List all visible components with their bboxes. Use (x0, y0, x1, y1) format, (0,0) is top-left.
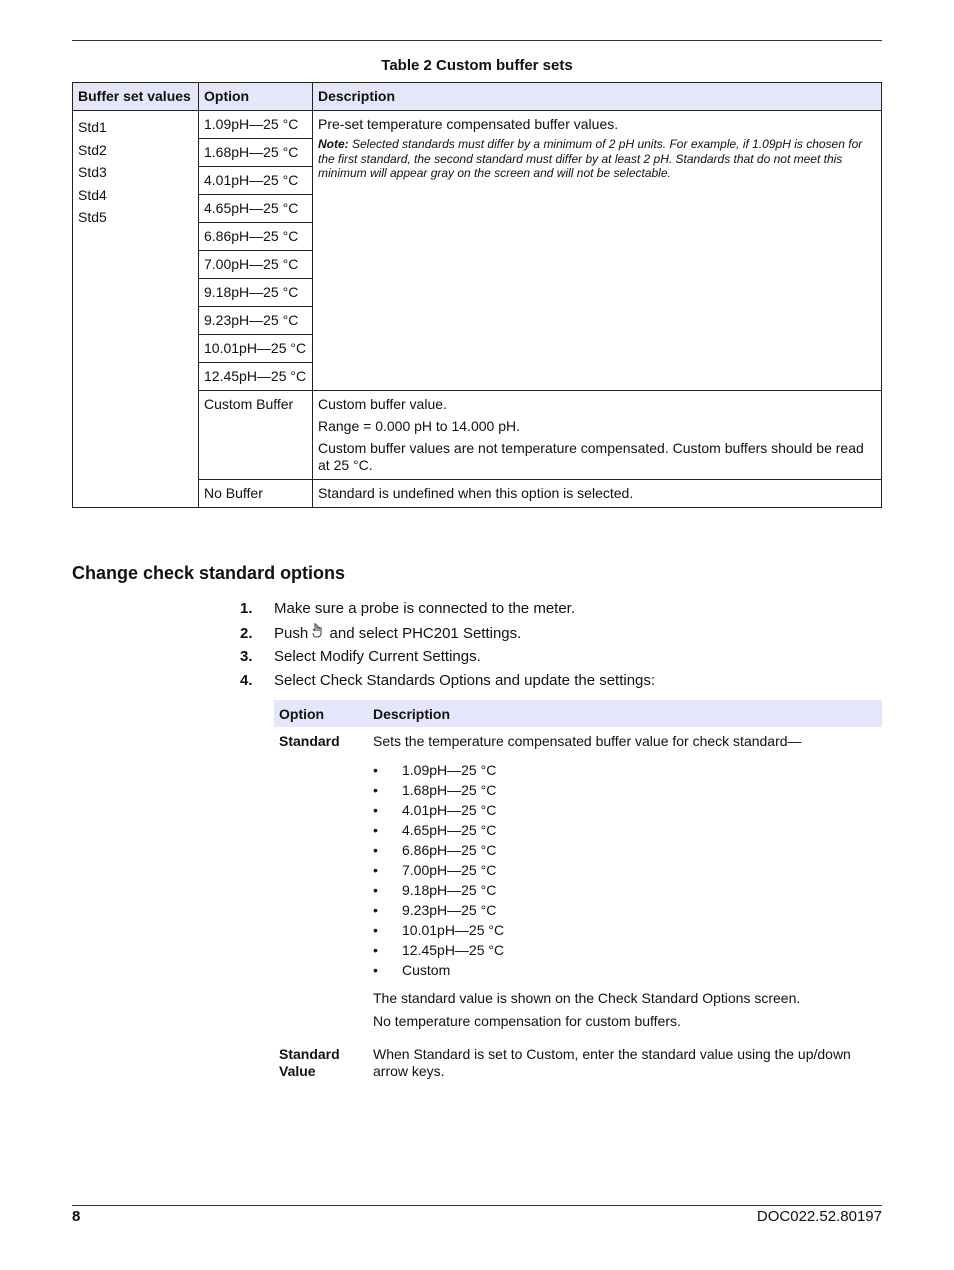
step-item (240, 598, 880, 622)
list-item: • 12.45pH—25 °C (373, 942, 505, 958)
option-description (368, 727, 882, 1041)
step-item (240, 622, 880, 646)
list-item: • 6.86pH—25 °C (373, 842, 497, 858)
step-text: Make sure a probe is connected to the meter. (274, 600, 576, 617)
std-value: Std4 (78, 186, 107, 203)
step-number: 2. (240, 625, 253, 642)
header-rule (72, 40, 882, 41)
option-cell: 9.23pH—25 °C (199, 307, 313, 335)
step-text: Select Modify Current Settings. (274, 648, 481, 665)
standard-intro: Sets the temperature compensated buffer value for check standard— (373, 733, 802, 749)
custom-buffer-table (72, 82, 882, 508)
table-header-row (274, 700, 882, 727)
preset-description-cell (313, 111, 882, 391)
footer-rule (72, 1205, 882, 1206)
bullet: • (373, 862, 378, 878)
option-cell: 4.01pH—25 °C (199, 167, 313, 195)
step-number: 4. (240, 672, 253, 689)
document-id: DOC022.52.80197 (756, 1208, 882, 1225)
std-value: Std1 (78, 119, 107, 135)
list-item: • 4.65pH—25 °C (373, 822, 497, 838)
section-title: Change check standard options (72, 563, 346, 583)
hand-pointer-icon (312, 622, 325, 644)
column-header: Option (274, 700, 368, 727)
list-item: • 1.09pH—25 °C (373, 762, 497, 778)
bullet: • (373, 802, 378, 818)
standard-note: No temperature compensation for custom buffers. (373, 1013, 681, 1029)
table-row (274, 727, 882, 1041)
bullet: • (373, 902, 378, 918)
column-header: Description (368, 700, 882, 727)
option-cell: 6.86pH—25 °C (199, 223, 313, 251)
description-cell: Standard is undefined when this option is selected. (313, 480, 882, 508)
bullet: • (373, 822, 378, 838)
custom-desc-line: Custom buffer value. (318, 396, 447, 412)
standard-note: The standard value is shown on the Check Standard Options screen. (373, 990, 801, 1006)
list-item: • 7.00pH—25 °C (373, 862, 497, 878)
option-cell: 12.45pH—25 °C (199, 363, 313, 391)
list-item: • 1.68pH—25 °C (373, 782, 497, 798)
option-cell: 7.00pH—25 °C (199, 251, 313, 279)
std-value: Std2 (78, 141, 107, 158)
custom-description-cell (313, 391, 882, 480)
option-cell: 4.65pH—25 °C (199, 195, 313, 223)
standard-values-list (373, 760, 877, 980)
note-label: Note: (318, 137, 349, 151)
list-item: • 10.01pH—25 °C (373, 922, 505, 938)
step-item (240, 646, 880, 670)
list-item: • Custom (373, 962, 451, 978)
column-header: Description (313, 83, 882, 111)
bullet: • (373, 962, 378, 978)
bullet: • (373, 762, 378, 778)
bullet: • (373, 842, 378, 858)
bullet: • (373, 942, 378, 958)
buffer-set-values-cell (73, 111, 199, 508)
bullet: • (373, 882, 378, 898)
note (318, 137, 876, 181)
page-number: 8 (72, 1208, 81, 1225)
std-value: Std5 (78, 209, 107, 225)
note-text: Selected standards must differ by a minimum of 2 pH units. For example, if 1.09pH is chosen for the first standard, the second standard must differ by at least 2 pH. Standards that do not meet this minimum will appear gray on the screen and will not be selectable. (318, 137, 863, 180)
table-row (73, 111, 882, 139)
preset-description: Pre-set temperature compensated buffer values. (318, 116, 619, 132)
step-text: and select PHC201 Settings. (325, 625, 522, 642)
option-cell: 1.09pH—25 °C (199, 111, 313, 139)
option-cell: 1.68pH—25 °C (199, 139, 313, 167)
option-description: When Standard is set to Custom, enter the standard value using the up/down arrow keys. (373, 1046, 851, 1079)
step-text: Select Check Standards Options and update the settings: (274, 672, 656, 689)
table-caption: Table 2 Custom buffer sets (381, 57, 573, 74)
step-number: 3. (240, 648, 253, 665)
column-header: Buffer set values (73, 83, 199, 111)
custom-desc-line: Range = 0.000 pH to 14.000 pH. (318, 418, 520, 434)
option-cell: Custom Buffer (199, 391, 313, 480)
steps-list (240, 598, 880, 694)
option-cell: 9.18pH—25 °C (199, 279, 313, 307)
list-item: • 4.01pH—25 °C (373, 802, 497, 818)
list-item: • 9.23pH—25 °C (373, 902, 497, 918)
option-cell: 10.01pH—25 °C (199, 335, 313, 363)
list-item: • 9.18pH—25 °C (373, 882, 497, 898)
std-value: Std3 (78, 164, 107, 180)
option-cell: No Buffer (199, 480, 313, 508)
table-header-row (73, 83, 882, 111)
column-header: Option (199, 83, 313, 111)
option-label: Standard Value (279, 1046, 340, 1079)
custom-desc-line: Custom buffer values are not temperature compensated. Custom buffers should be read at 25 °C. (318, 440, 864, 473)
table-row (274, 1041, 882, 1085)
option-label: Standard (279, 733, 340, 749)
bullet: • (373, 782, 378, 798)
step-text: Push (274, 625, 313, 642)
bullet: • (373, 922, 378, 938)
step-item (240, 670, 880, 694)
check-standard-options-table (274, 700, 882, 1085)
step-number: 1. (240, 600, 253, 617)
